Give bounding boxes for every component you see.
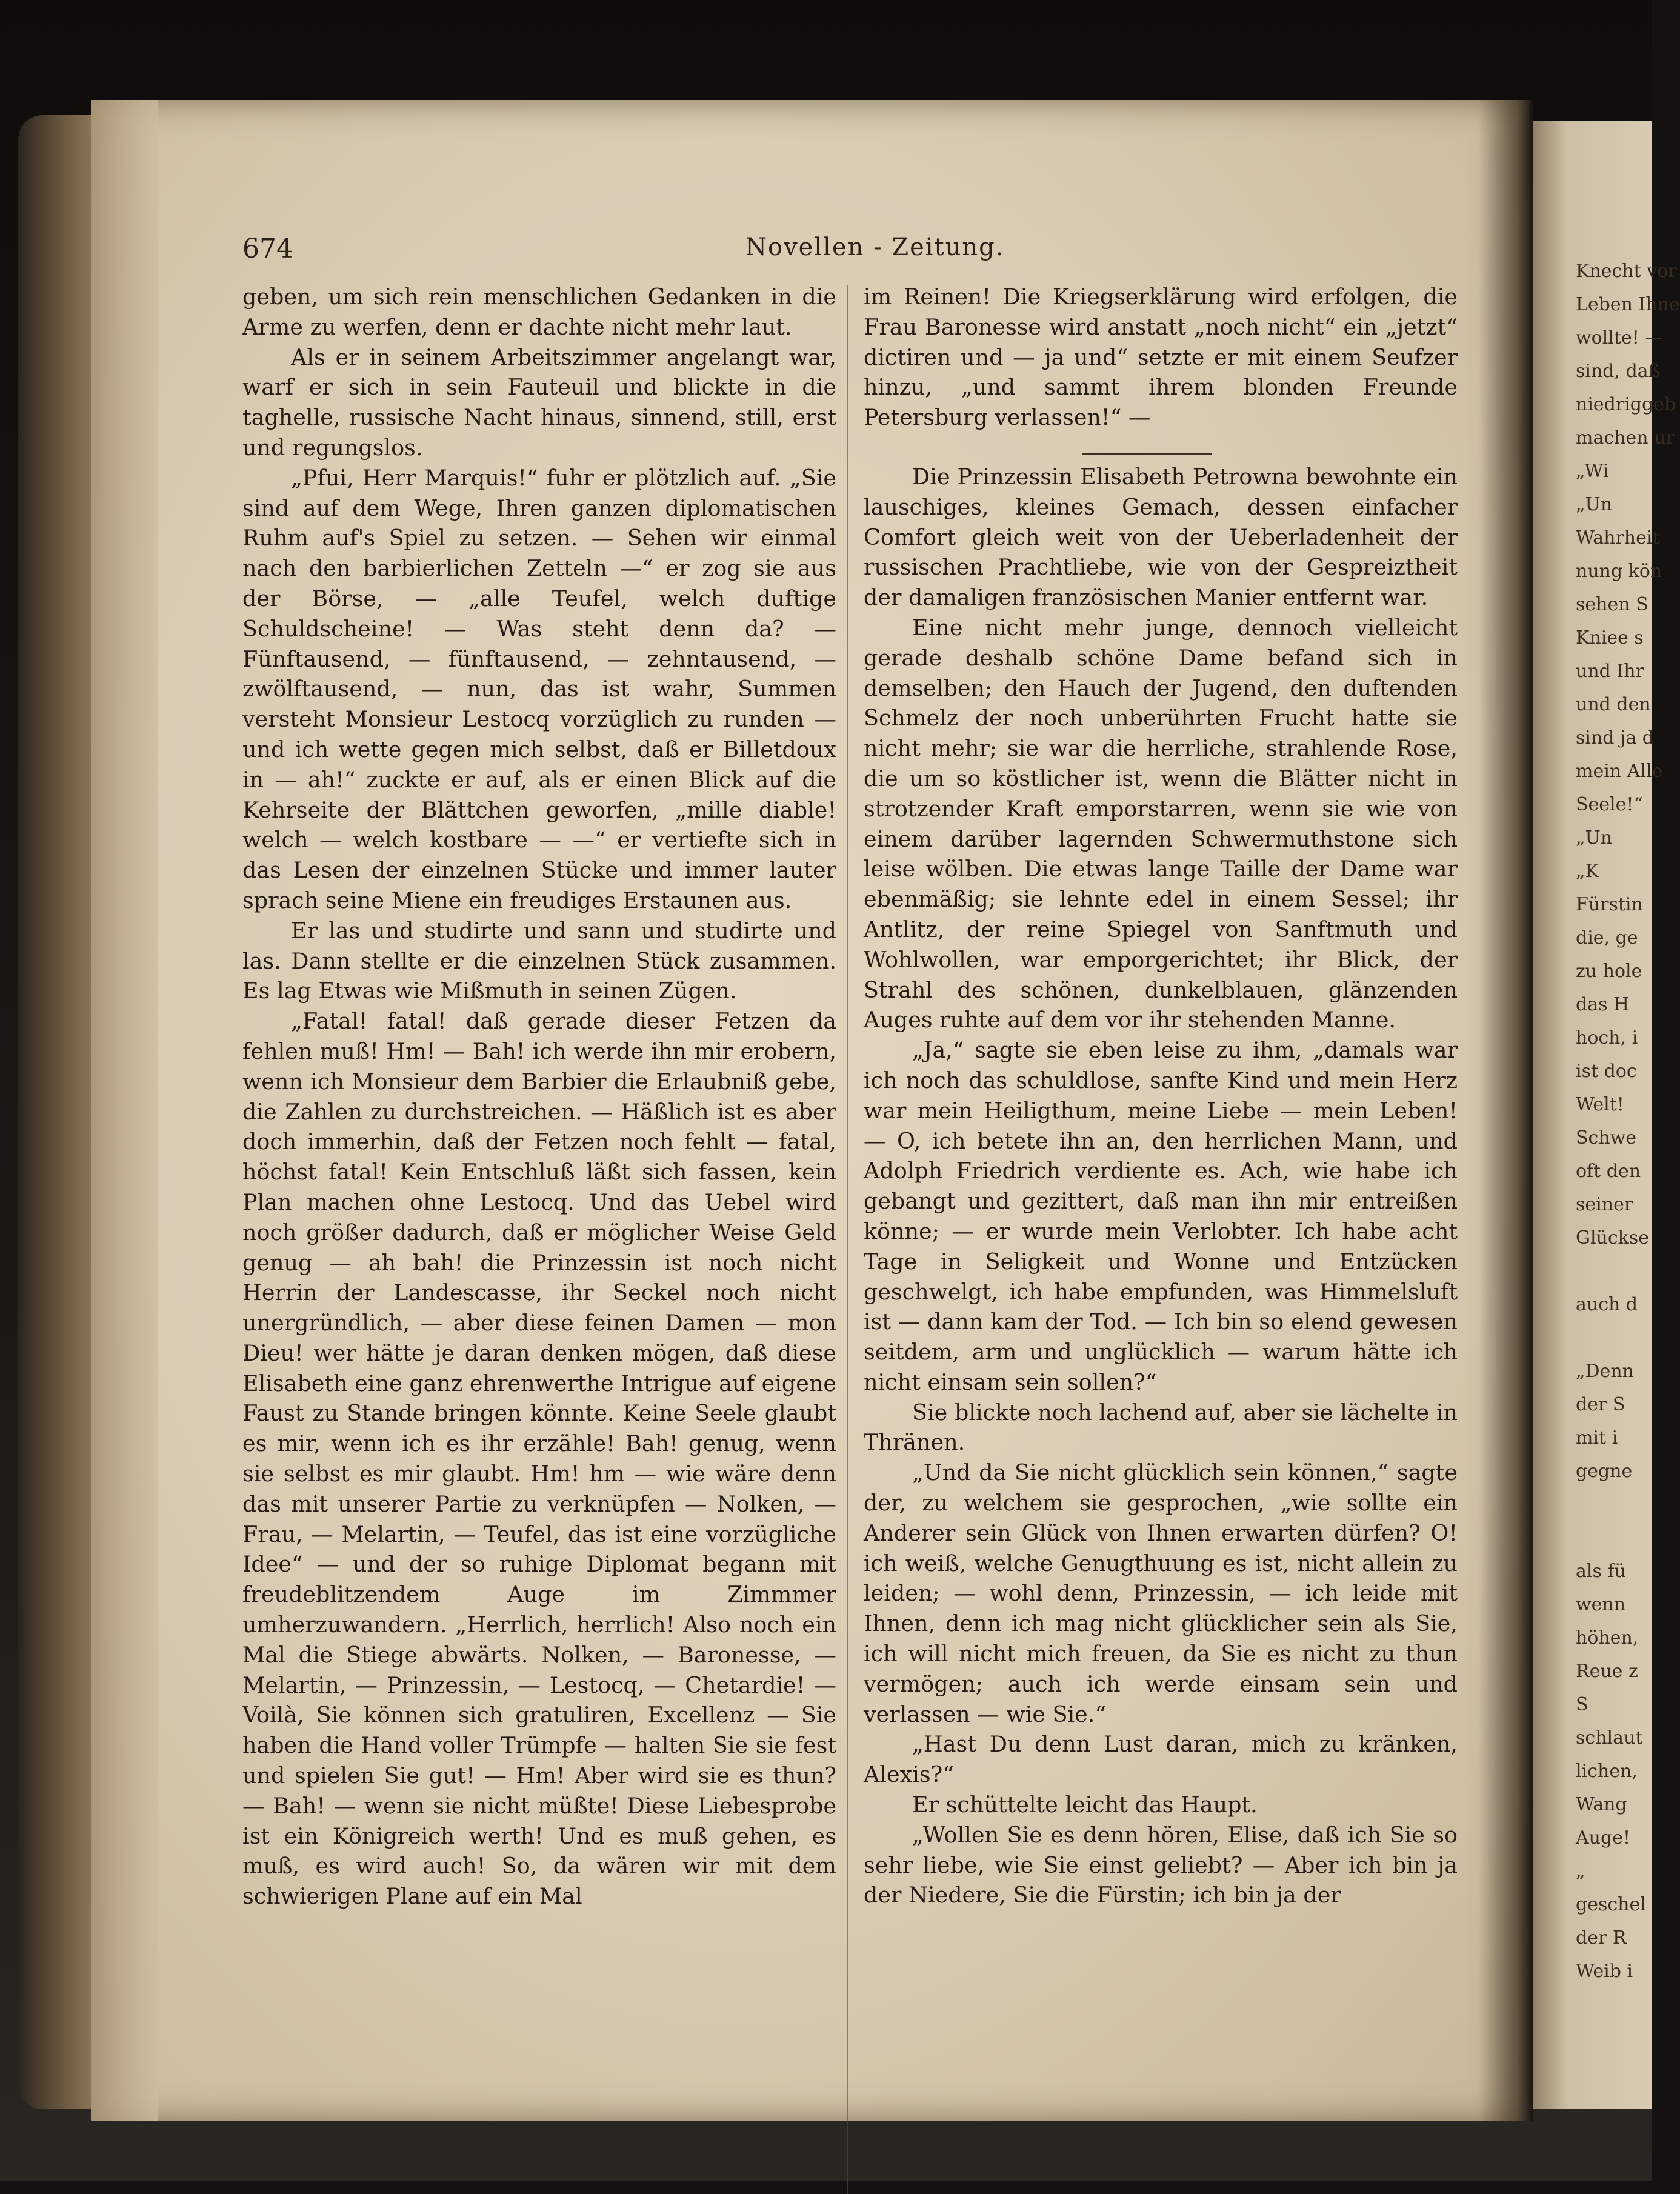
left-paragraph: Als er in seinem Arbeitszimmer angelangt war, warf er sich in sein Fauteuil und blickte in die taghelle, russische Nacht hinaus, sinnend, still, erst und regungslos. xyxy=(242,344,836,461)
facing-page-line: Schwe xyxy=(1576,1127,1637,1149)
page-number: 674 xyxy=(242,233,293,264)
facing-page-text xyxy=(1576,255,1680,1988)
facing-page-line: ist doc xyxy=(1576,1061,1637,1082)
facing-page-line: der R xyxy=(1576,1927,1627,1949)
facing-page-line: niedriggeb xyxy=(1576,394,1676,415)
column-divider xyxy=(847,285,848,2194)
facing-page-line: gegne xyxy=(1576,1461,1633,1482)
right-bottom-paragraph: Die Prinzessin Elisabeth Petrowna bewohnte ein lauschiges, kleines Gemach, dessen einfacher Comfort gleich weit von der Ueberladenheit der russischen Prachtliebe, wie von der Gespreiztheit der damaligen französischen Manier entfernt war. xyxy=(864,463,1458,611)
facing-page-line: wollte! — xyxy=(1576,327,1664,348)
facing-page-line: „Wi xyxy=(1576,461,1609,482)
facing-page-line: geschel xyxy=(1576,1894,1646,1915)
right-bottom-paragraph: „Und da Sie nicht glücklich sein können,“ sagte der, zu welchem sie gesprochen, „wie sollte ein Anderer sein Glück von Ihnen erwarten dürfen? O! ich weiß, welche Genugthuung es ist, nicht allein zu leiden; — wohl denn, Prinzessin, — ich leide mit Ihnen, denn ich mag nicht glücklicher sein als Sie, ich will nicht mich freuen, da Sie es nicht zu thun vermögen; auch ich werde einsam sein und verlassen — wie Sie.“ xyxy=(864,1459,1458,1727)
facing-page-line: das H xyxy=(1576,994,1630,1015)
facing-page-line: sind ja d xyxy=(1576,727,1654,749)
facing-page-line: wenn xyxy=(1576,1594,1626,1615)
facing-page-line xyxy=(1576,1255,1652,1288)
left-paragraph: Er las und studirte und sann und studirte und las. Dann stellte er die einzelnen Stück zusammen. Es lag Etwas wie Mißmuth in seinen Zügen. xyxy=(242,917,836,1004)
left-paragraph: geben, um sich rein menschlichen Gedanken in die Arme zu werfen, denn er dachte nicht mehr laut. xyxy=(242,284,836,340)
facing-page-line xyxy=(1576,1521,1652,1555)
facing-page-line: sehen S xyxy=(1576,594,1648,615)
facing-page-line: mit i xyxy=(1576,1427,1618,1449)
facing-page-line: Auge! xyxy=(1576,1827,1630,1849)
facing-page-line: zu hole xyxy=(1576,961,1642,982)
section-rule xyxy=(1082,453,1212,455)
page-left-shadow xyxy=(91,100,158,2121)
facing-page-line: Weib i xyxy=(1576,1961,1633,1982)
right-bottom-paragraph: „Wollen Sie es denn hören, Elise, daß ich Sie so sehr liebe, wie Sie einst geliebt? — Aber ich bin ja der Niedere, Sie die Fürstin; ich bin ja der xyxy=(864,1821,1458,1909)
facing-page-line: lichen, xyxy=(1576,1761,1638,1782)
facing-page-line: und den xyxy=(1576,694,1651,715)
right-column-top xyxy=(864,282,1458,433)
book-gutter xyxy=(1479,100,1533,2121)
facing-page-line: Seele!“ xyxy=(1576,794,1643,815)
facing-page-line: Leben Ihne xyxy=(1576,294,1680,315)
facing-page-line: oft den xyxy=(1576,1161,1641,1182)
running-header xyxy=(242,233,1467,270)
right-bottom-paragraph: Er schüttelte leicht das Haupt. xyxy=(912,1792,1258,1818)
right-bottom-paragraph: „Ja,“ sagte sie eben leise zu ihm, „damals war ich noch das schuldlose, sanfte Kind und mein Herz war mein Heiligthum, meine Liebe — mein Leben! — O, ich betete ihn an, den herrlichen Mann, und Adolph Friedrich verdiente es. Ach, wie habe ich gebangt und gezittert, daß man ihn mir entreißen könne; — er wurde mein Verlobter. Ich habe acht Tage in Seligkeit und Wonne und Entzücken geschwelgt, ich habe empfunden, was Himmelsluft ist — dann kam der Tod. — Ich bin so elend gewesen seitdem, arm und unglücklich — warum hätte ich nicht einsam sein sollen?“ xyxy=(864,1037,1458,1395)
facing-page-line: die, ge xyxy=(1576,927,1638,949)
facing-page-line xyxy=(1576,1321,1652,1355)
facing-page-line: als fü xyxy=(1576,1561,1626,1582)
facing-page-line: mein Alle xyxy=(1576,761,1663,782)
facing-page-line: Kniee s xyxy=(1576,627,1644,649)
facing-page-line: nung kön xyxy=(1576,561,1662,582)
facing-page-line: „ xyxy=(1576,1861,1585,1882)
facing-page-line xyxy=(1576,1488,1652,1521)
facing-page-line: Glückse xyxy=(1576,1227,1650,1249)
right-bottom-paragraph: Sie blickte noch lachend auf, aber sie lächelte in Thränen. xyxy=(864,1399,1458,1456)
left-paragraph: „Pfui, Herr Marquis!“ fuhr er plötzlich auf. „Sie sind auf dem Wege, Ihren ganzen diplomatischen Ruhm auf's Spiel zu setzen. — Sehen wir einmal nach den barbierlichen Zetteln —“ er zog sie aus der Börse, — „alle Teufel, welch duftige Schuldscheine! — Was steht denn da? — Fünftausend, — fünftausend, — zehntausend, — zwölftausend, — nun, das ist wahr, Summen versteht Monsieur Lestocq vorzüglich zu runden — und ich wette gegen mich selbst, daß er Billetdoux in — ah!“ zuckte er auf, als er einen Blick auf die Kehrseite der Blättchen geworfen, „mille diable! welch — welch kostbare — —“ er vertiefte sich in das Lesen der einzelnen Stücke und immer lauter sprach seine Miene ein freudiges Erstaunen aus. xyxy=(242,464,836,913)
facing-page-line: Knecht vor xyxy=(1576,261,1677,282)
right-bottom-paragraph: Eine nicht mehr junge, dennoch vielleicht gerade deshalb schöne Dame befand sich in demselben; den Hauch der Jugend, den duftenden Schmelz der noch unberührten Frucht hatte sie nicht mehr; sie war die herrliche, strahlende Rose, die um so köstlicher ist, wenn die Blätter nicht in strotzender Kraft emporstarren, wenn sie wie von einem darüber lagernden Schwermuthstone sich leise wölben. Die etwas lange Taille der Dame war ebenmäßig; sie lehnte edel in einem Sessel; ihr Antlitz, der reine Spiegel von Sanftmuth und Wohlwollen, war emporgerichtet; ihr Blick, der Strahl des schönen, dunkelblauen, glänzenden Auges ruhte auf dem vor ihr stehenden Manne. xyxy=(864,614,1458,1033)
facing-page-line: Fürstin xyxy=(1576,894,1643,915)
left-paragraph: „Fatal! fatal! daß gerade dieser Fetzen da fehlen muß! Hm! — Bah! ich werde ihn mir erobern, wenn ich Monsieur dem Barbier die Erlaubniß gebe, die Zahlen zu durchstreichen. — Häßlich ist es aber doch immerhin, daß der Fetzen noch fehlt — fatal, höchst fatal! Kein Entschluß läßt sich fassen, kein Plan machen ohne Lestocq. Und das Uebel wird noch größer dadurch, daß er möglicher Weise Geld genug — ah bah! die Prinzessin ist noch nicht Herrin der Landescasse, ihr Seckel noch nicht unergründlich, — aber diese feinen Damen — mon Dieu! wer hätte je daran denken mögen, daß diese Elisabeth eine ganz ehrenwerthe Intrigue auf eigene Faust zu Stande bringen könnte. Keine Seele glaubt es mir, wenn ich es ihr erzähle! Bah! genug, wenn sie selbst es mir glaubt. Hm! hm — wie wäre denn das mit unserer Partie zu verknüpfen — Nolken, — Frau, — Melartin, — Teufel, das ist eine vorzügliche Idee“ — und der so ruhige Diplomat begann mit freudeblitzendem Auge im Zimmmer umherzuwandern. „Herrlich, herrlich! Also noch ein Mal die Stiege abwärts. Nolken, — Baronesse, — Melartin, — Prinzessin, — Lestocq, — Chetardie! — Voilà, Sie können sich gratuliren, Excellenz — Sie haben die Hand voller Trümpfe — halten Sie sie fest und spielen Sie gut! — Hm! Aber wird sie es thun? — Bah! — wenn sie nicht müßte! Diese Liebesprobe ist ein Königreich werth! Und es muß gehen, es muß, es wird auch! So, da wären wir mit dem schwierigen Plane auf ein Mal xyxy=(242,1008,836,1910)
facing-page-line: „Un xyxy=(1576,827,1613,849)
facing-page-line: „K xyxy=(1576,861,1599,882)
facing-page-line: Wahrheit xyxy=(1576,527,1660,548)
facing-page-line: und Ihr xyxy=(1576,661,1644,682)
facing-page-line: der S xyxy=(1576,1394,1625,1415)
facing-page-line: machen ur xyxy=(1576,427,1675,448)
facing-page-line: seiner xyxy=(1576,1194,1633,1215)
right-column xyxy=(864,282,1458,1910)
facing-page-line: höhen, xyxy=(1576,1627,1639,1649)
section-gap xyxy=(864,433,1458,462)
facing-page-line: „Un xyxy=(1576,494,1613,515)
journal-title: Novellen - Zeitung. xyxy=(745,233,1005,261)
left-column xyxy=(242,282,836,1912)
facing-page-line: Welt! xyxy=(1576,1094,1624,1115)
facing-page-line: „Denn xyxy=(1576,1361,1634,1382)
facing-page-line: Reue z xyxy=(1576,1661,1638,1682)
right-top-paragraph: im Reinen! Die Kriegserklärung wird erfolgen, die Frau Baronesse wird anstatt „noch nicht“ ein „jetzt“ dictiren und — ja und“ setzte er mit einem Seufzer hinzu, „und sammt ihrem blonden Freunde Petersburg verlassen!“ — xyxy=(864,284,1458,431)
right-column-bottom xyxy=(864,462,1458,1910)
facing-page-line: S xyxy=(1576,1694,1588,1715)
right-bottom-paragraph: „Hast Du denn Lust daran, mich zu kränken, Alexis?“ xyxy=(864,1731,1458,1788)
facing-page-line: Wang xyxy=(1576,1794,1627,1815)
facing-page-line: schlaut xyxy=(1576,1727,1643,1749)
facing-page-line: hoch, i xyxy=(1576,1027,1638,1049)
facing-page-line: sind, daß xyxy=(1576,361,1661,382)
facing-page-line: auch d xyxy=(1576,1294,1638,1315)
